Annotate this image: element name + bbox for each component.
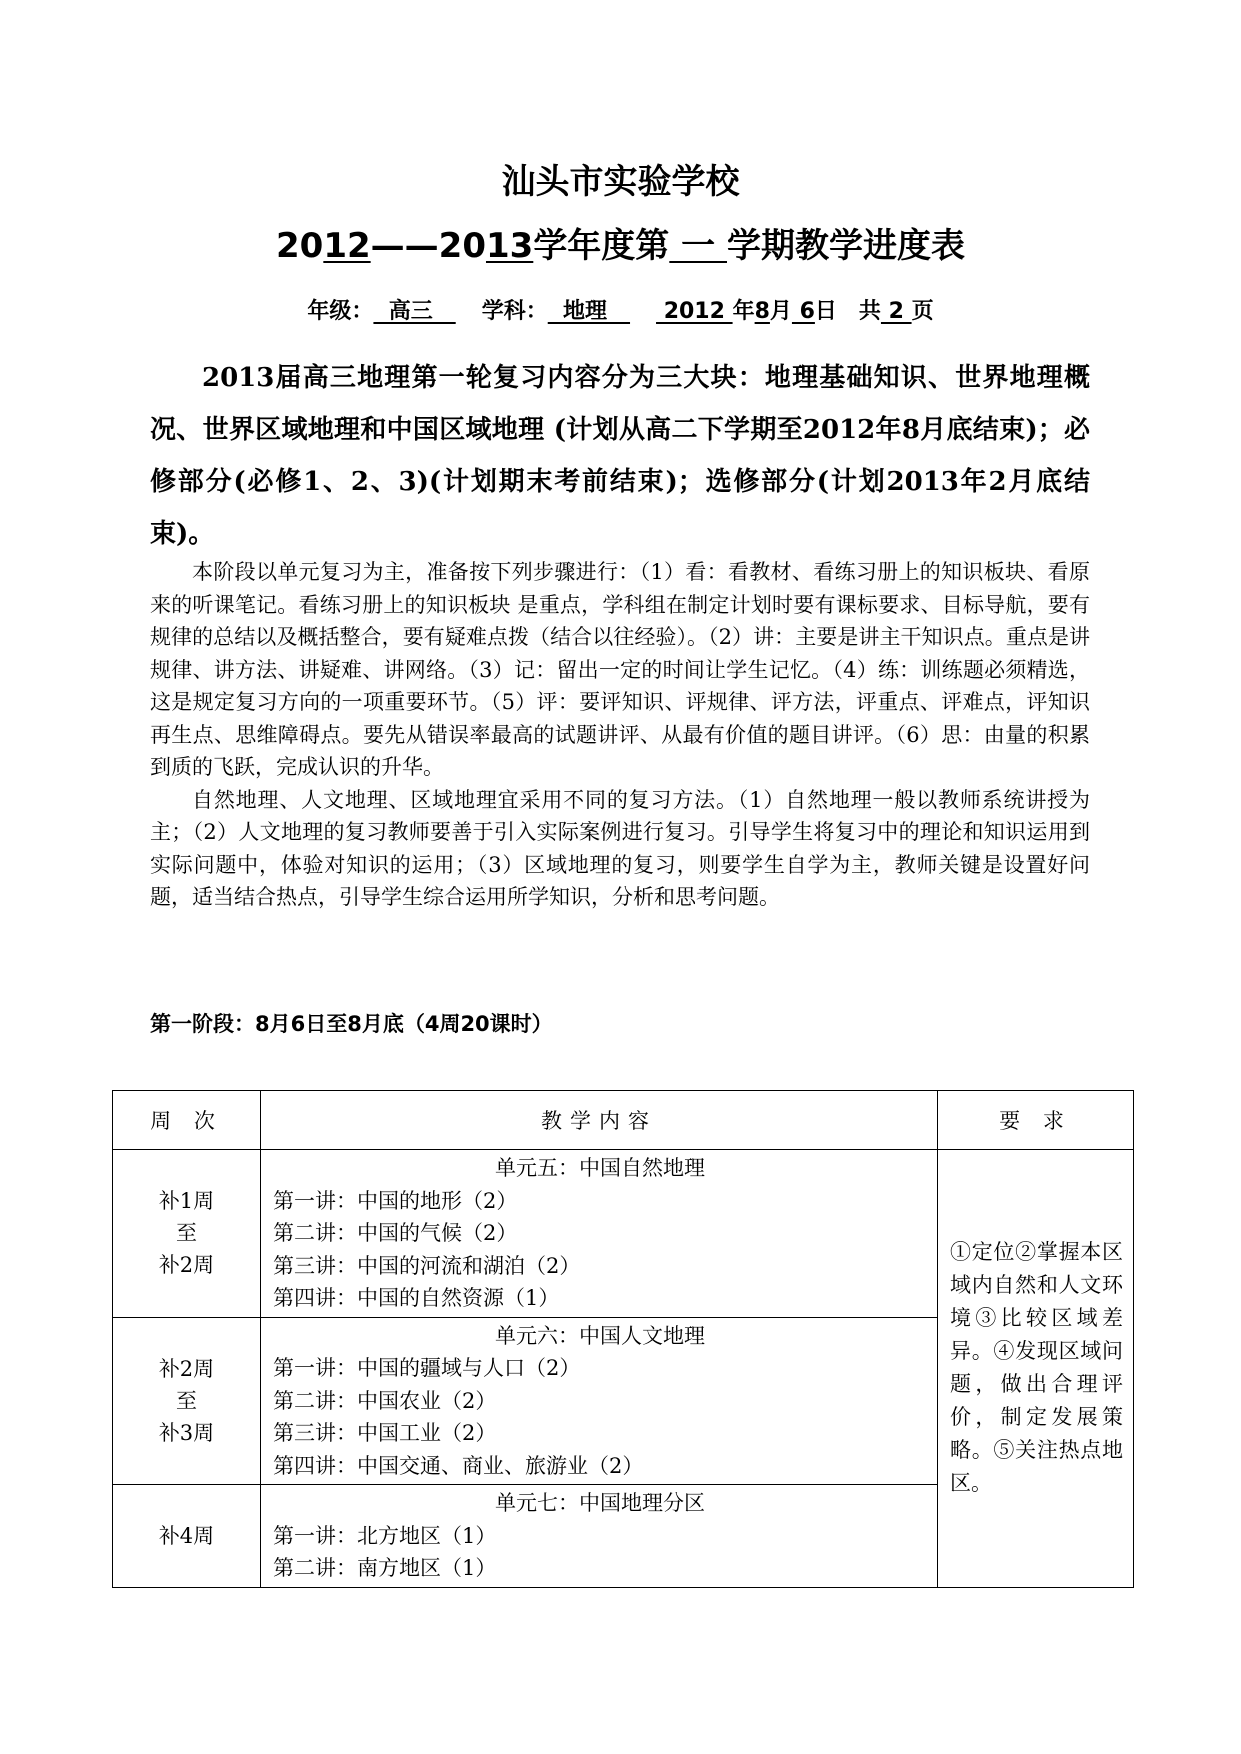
header-requirement: 要 求 xyxy=(938,1091,1134,1150)
year-dashes: —— xyxy=(370,226,439,266)
lecture-item: 第二讲：中国的气候（2） xyxy=(273,1221,518,1245)
steps-paragraph: 本阶段以单元复习为主，准备按下列步骤进行：（1）看：看教材、看练习册上的知识板块、看原来的听课笔记。看练习册上的知识板块 是重点，学科组在制定计划时要有课标要求、目标导航，要有规律的总结以及概括整合，要有疑难点拨（结合以往经验）。（2）讲：主要是讲主干知识点。重点是讲规律、讲方法、讲疑难、讲网络。（3）记：留出一定的时间让学生记忆。（4）练：训练题必须精选，这是规定复习方向的一项重要环节。（5）评：要评知识、评规律、评方法，评重点、评难点，评知识再生点、思维障碍点。要先从错误率最高的试题讲评、从最有价值的题目讲评。（6）思：由量的积累到质的飞跃，完成认识的升华。 xyxy=(150,560,1090,779)
date-day-label: 日 xyxy=(814,299,837,324)
unit-title: 单元七：中国地理分区 xyxy=(495,1491,705,1515)
year-end-prefix: 20 xyxy=(438,226,486,266)
lecture-item: 第一讲：北方地区（1） xyxy=(273,1523,497,1548)
week-cell xyxy=(113,1317,261,1485)
lecture-item: 第二讲：南方地区（1） xyxy=(273,1556,497,1580)
lecture-item: 第一讲：中国的疆域与人口（2） xyxy=(273,1356,581,1380)
date-year-value: 2012 xyxy=(656,299,733,324)
week-line: 补3周 xyxy=(158,1420,215,1445)
unit-title: 单元六：中国人文地理 xyxy=(495,1323,705,1348)
date-day-value: 6 xyxy=(791,299,815,324)
title-tail-text: 学期教学进度表 xyxy=(727,226,965,266)
table-row xyxy=(113,1150,1134,1318)
pages-unit-label: 页 xyxy=(911,299,934,324)
content-cell xyxy=(261,1317,938,1485)
requirement-text: ①定位②掌握本区域内自然和人文环境③比较区域差异。④发现区域问题，做出合理评价，制定发展策略。⑤关注热点地区。 xyxy=(950,1240,1123,1496)
lecture-item: 第三讲：中国工业（2） xyxy=(273,1421,497,1445)
subject-label: 学科： xyxy=(481,299,548,324)
header-week: 周 次 xyxy=(113,1091,261,1150)
total-pages-value: 2 xyxy=(880,299,912,324)
title-mid-text: 学年度第 xyxy=(533,226,670,266)
lecture-item: 第三讲：中国的河流和湖泊（2） xyxy=(273,1253,581,1278)
intro-paragraph: 2013届高三地理第一轮复习内容分为三大块：地理基础知识、世界地理概况、世界区域地理和中国区域地理 (计划从高二下学期至2012年8月底结束)；必修部分(必修1、2、3)(计划期末考前结束)；选修部分(计划2013年2月底结束)。 xyxy=(150,363,1090,549)
week-line: 至 xyxy=(176,1221,197,1246)
year-end-suffix: 13 xyxy=(485,226,534,266)
week-line: 补4周 xyxy=(158,1523,215,1548)
grade-label: 年级： xyxy=(307,299,374,324)
methods-paragraph: 自然地理、人文地理、区域地理宜采用不同的复习方法。（1）自然地理一般以教师系统讲授为主；（2）人文地理的复习教师要善于引入实际案例进行复习。引导学生将复习中的理论和知识运用到实际问题中，体验对知识的运用；（3）区域地理的复习，则要学生自学为主，教师关键是设置好问题，适当结合热点，引导学生综合运用所学知识，分析和思考问题。 xyxy=(150,787,1090,909)
week-line: 补1周 xyxy=(158,1189,215,1214)
year-start-prefix: 20 xyxy=(276,226,324,266)
subject-value: 地理 xyxy=(547,299,631,324)
stage-heading: 第一阶段：8月6日至8月底（4周20课时） xyxy=(150,1012,553,1036)
total-pages-label: 共 xyxy=(858,299,881,324)
week-cell xyxy=(113,1150,261,1318)
date-month-value: 8 xyxy=(754,299,770,324)
header-content: 教学内容 xyxy=(261,1091,938,1150)
schedule-title xyxy=(0,224,1241,268)
content-cell xyxy=(261,1485,938,1588)
info-line xyxy=(0,296,1241,328)
date-year-label: 年 xyxy=(732,299,755,324)
content-cell xyxy=(261,1150,938,1318)
year-start-suffix: 12 xyxy=(323,226,371,266)
week-cell xyxy=(113,1485,261,1588)
unit-title: 单元五：中国自然地理 xyxy=(495,1156,705,1180)
date-month-label: 月 xyxy=(769,299,792,324)
method-section xyxy=(150,556,1090,914)
lecture-item: 第一讲：中国的地形（2） xyxy=(273,1188,518,1213)
school-title: 汕头市实验学校 xyxy=(501,162,740,202)
semester-number: 一 xyxy=(669,226,727,266)
week-line: 补2周 xyxy=(158,1356,215,1381)
requirement-cell xyxy=(938,1150,1134,1588)
lecture-item: 第四讲：中国交通、商业、旅游业（2） xyxy=(273,1453,644,1478)
week-line: 补2周 xyxy=(158,1253,215,1278)
lecture-item: 第二讲：中国农业（2） xyxy=(273,1388,497,1413)
table-header-row xyxy=(113,1091,1134,1150)
schedule-table xyxy=(112,1090,1134,1588)
grade-value: 高三 xyxy=(373,299,456,324)
lecture-item: 第四讲：中国的自然资源（1） xyxy=(273,1286,560,1310)
week-line: 至 xyxy=(176,1388,197,1413)
intro-section xyxy=(150,352,1090,560)
